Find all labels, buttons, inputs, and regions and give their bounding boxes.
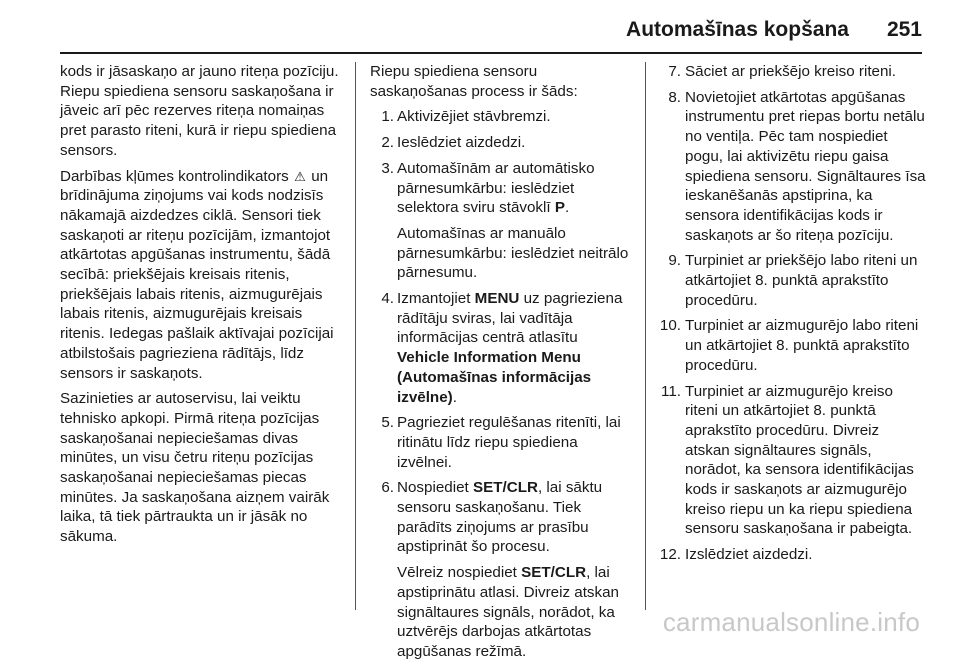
step-item: 11. Turpiniet ar aizmugurējo kreiso riteni un atkārtojiet 8. punktā aprakstīto procedūru. Divreiz atskan signāltaures signāls, norādot, ka sensora identifikācijas kods ir saskaņots ar aizmugurējo kreiso riepu un ka riepu spiediena sensoru saskaņošana ir pabeigta.: [652, 382, 927, 540]
step-number: 10.: [659, 317, 681, 335]
step-item: 4. Izmantojiet MENU uz pagrieziena rādītāju sviras, lai vadītāja informācijas centrā atlasītu Vehicle Information Menu (Automašīnas informācijas izvēlne).: [370, 289, 634, 407]
step-number: 12.: [659, 546, 681, 564]
column-2: [370, 62, 634, 668]
column-3: [652, 62, 927, 571]
step-number: 2.: [381, 134, 394, 152]
step-item: 6. Nospiediet SET/CLR, lai sāktu sensoru saskaņošanu. Tiek parādīts ziņojums ar prasību apstiprināt šo procesu. Vēlreiz nospiediet SET/CLR, lai apstiprinātu atlasi. Divreiz atskan signāltaures signāls, norādot, ka uztvērējs darbojas atkārtotas apgūšanas režīmā.: [370, 478, 634, 661]
watermark: carmanualsonline.info: [662, 607, 920, 637]
step-number: 7.: [668, 63, 681, 80]
column-1: [60, 62, 344, 553]
paragraph: Riepu spiediena sensoru saskaņošanas process ir šāds:: [370, 63, 578, 100]
malfunction-indicator-icon: ⚠: [294, 168, 306, 184]
step-number: 1.: [381, 108, 394, 126]
paragraph: Darbības kļūmes kontrolindikators ⚠ un brīdinājuma ziņojums vai kods nodzisīs nākamajā aizdedzes ciklā. Sensori tiek saskaņoti ar riteņu pozīcijām, izmantojot atkārtotas apgūšanas instrumentu, šādā secībā: priekšējais kreisais ritenis, priekšējais labais ritenis, aizmugurējais labais ritenis, aizmugurējais kreisais ritenis. Iedegas pašlaik aktīvajai pozīcijai atbilstošais pagrieziena rādītājs, līdz sensors ir saskaņots.: [60, 167, 334, 382]
step-item: 9. Turpiniet ar priekšējo labo riteni un atkārtojiet 8. punktā aprakstīto procedūru.: [652, 251, 927, 310]
step-number: 5.: [381, 414, 394, 432]
page-title: Automašīnas kopšana: [626, 18, 849, 41]
column-divider: [645, 62, 646, 610]
step-number: 4.: [381, 290, 394, 308]
step-item: 1. Aktivizējiet stāvbremzi.: [370, 107, 634, 127]
paragraph: kods ir jāsaskaņo ar jauno riteņa pozīciju. Riepu spiediena sensoru saskaņošana ir jāveic arī pēc rezerves riteņa nomaiņas pret parasto riteni, kurā ir riepu spiediena sensors.: [60, 63, 339, 159]
step-item: 10. Turpiniet ar aizmugurējo labo riteni un atkārtojiet 8. punktā aprakstīto procedūru.: [652, 316, 927, 375]
step-number: 9.: [668, 252, 681, 270]
step-item: 2. Ieslēdziet aizdedzi.: [370, 133, 634, 153]
page-number: 251: [886, 18, 922, 41]
step-item: 5. Pagrieziet regulēšanas ritenīti, lai ritinātu līdz riepu spiediena izvēlnei.: [370, 413, 634, 472]
step-item: 12. Izslēdziet aizdedzi.: [652, 545, 927, 565]
paragraph: Sazinieties ar autoservisu, lai veiktu tehnisko apkopi. Pirmā riteņa pozīcijas saskaņošanai nepieciešamas divas minūtes, un visu četru riteņu pozīcijas saskaņošanai nepieciešamas piecas minūtes. Ja saskaņošana aizņem vairāk laika, tā tiek pārtraukta un ir jāsāk no sākuma.: [60, 390, 330, 546]
page-header: [626, 18, 922, 42]
header-rule: [60, 52, 922, 54]
column-divider: [355, 62, 356, 610]
step-number: 6.: [381, 479, 394, 497]
step-number: 11.: [661, 382, 681, 400]
step-item: 7. Sāciet ar priekšējo kreiso riteni.: [652, 62, 927, 82]
step-item: 3. Automašīnām ar automātisko pārnesumkārbu: ieslēdziet selektora sviru stāvoklī P. Automašīnas ar manuālo pārnesumkārbu: ieslēdziet neitrālo pārnesumu.: [370, 159, 634, 283]
step-item: 8. Novietojiet atkārtotas apgūšanas instrumentu pret riepas bortu netālu no ventiļa. Pēc tam nospiediet pogu, lai aktivizētu riepu gaisa spiediena sensoru. Signāltaures īsa ieskanēšanās apstiprina, ka sensora identifikācijas kods ir saskaņots ar šo riteņa pozīciju.: [652, 88, 927, 246]
step-number: 3.: [381, 159, 394, 177]
step-number: 8.: [668, 88, 681, 106]
